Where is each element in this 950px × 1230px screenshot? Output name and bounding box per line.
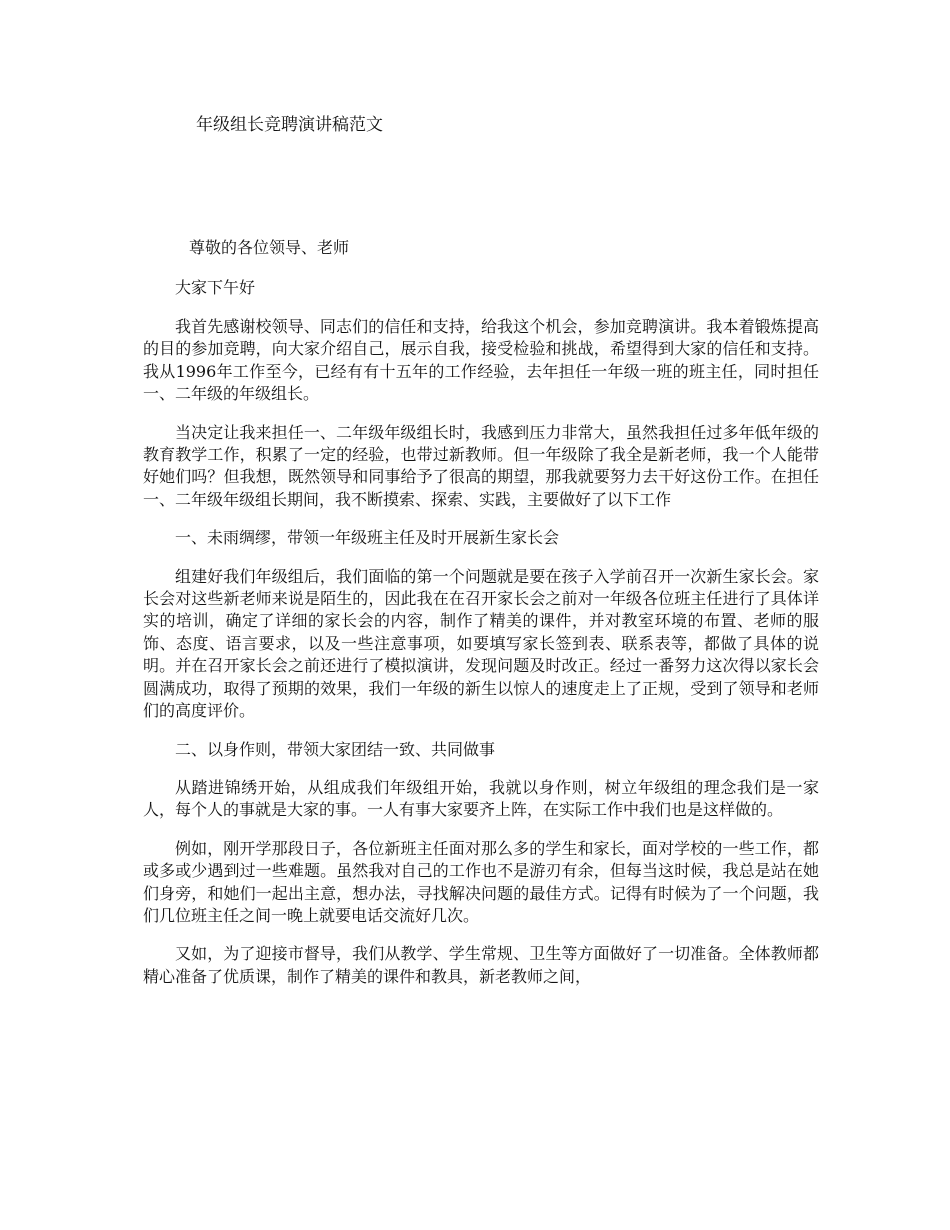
paragraph-teamwork: 从踏进锦绣开始，从组成我们年级组开始，我就以身作则，树立年级组的理念我们是一家人，每个人的事就是大家的事。一人有事大家要齐上阵，在实际工作中我们也是这样做的。 — [143, 777, 819, 820]
paragraph-pressure: 当决定让我来担任一、二年级年级组长时，我感到压力非常大，虽然我担任过多年低年级的教育教学工作，积累了一定的经验，也带过新教师。但一年级除了我全是新老师，我一个人能带好她们吗？但我想，既然领导和同事给予了很高的期望，那我就要努力去干好这份工作。在担任一、二年级年级组长期间，我不断摸索、探索、实践，主要做好了以下工作 — [143, 422, 819, 509]
salutation: 尊敬的各位领导、老师 — [189, 238, 350, 257]
paragraph-example-1: 例如，刚开学那段日子，各位新班主任面对那么多的学生和家长，面对学校的一些工作，都或多或少遇到过一些难题。虽然我对自己的工作也不是游刃有余，但每当这时候，我总是站在她们身旁，和她们一起出主意，想办法，寻找解决问题的最佳方式。记得有时候为了一个问题，我们几位班主任之间一晚上就要电话交流好几次。 — [143, 838, 819, 925]
section-heading-2: 二、以身作则，带领大家团结一致、共同做事 — [175, 739, 496, 759]
section-heading-1: 一、未雨绸缪，带领一年级班主任及时开展新生家长会 — [175, 528, 560, 548]
greeting: 大家下午好 — [175, 278, 256, 297]
paragraph-parent-meeting: 组建好我们年级组后，我们面临的第一个问题就是要在孩子入学前召开一次新生家长会。家长会对这些新老师来说是陌生的，因此我在在召开家长会之前对一年级各位班主任进行了具体详实的培训，确定了详细的家长会的内容，制作了精美的课件，并对教室环境的布置、老师的服饰、态度、语言要求，以及一些注意事项，如要填写家长签到表、联系表等，都做了具体的说明。并在召开家长会之前还进行了模拟演讲，发现问题及时改正。经过一番努力这次得以家长会圆满成功，取得了预期的效果，我们一年级的新生以惊人的速度走上了正规，受到了领导和老师们的高度评价。 — [143, 566, 819, 721]
paragraph-example-2: 又如，为了迎接市督导，我们从教学、学生常规、卫生等方面做好了一切准备。全体教师都精心准备了优质课，制作了精美的课件和教具，新老教师之间， — [143, 944, 819, 986]
document-title: 年级组长竞聘演讲稿范文 — [196, 115, 383, 135]
paragraph-intro: 我首先感谢校领导、同志们的信任和支持，给我这个机会，参加竞聘演讲。我本着锻炼提高的目的参加竞聘，向大家介绍自己，展示自我，接受检验和挑战，希望得到大家的信任和支持。我从1996年工作至今，已经有有十五年的工作经验，去年担任一年级一班的班主任，同时担任一、二年级的年级组长。 — [143, 317, 819, 404]
document-body — [143, 236, 819, 1004]
